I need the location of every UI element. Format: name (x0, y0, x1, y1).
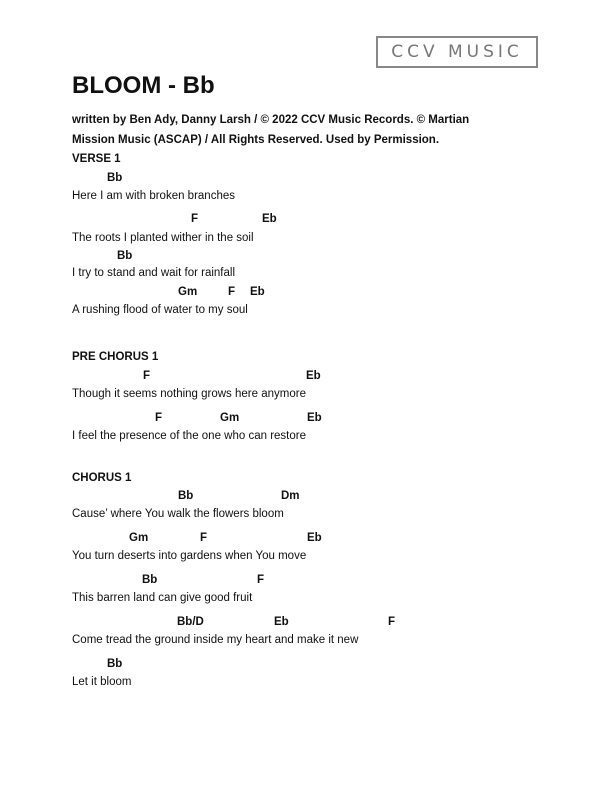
lyric-line: I try to stand and wait for rainfall (72, 267, 235, 279)
chord: Gm (220, 412, 240, 424)
chord: Eb (262, 213, 277, 225)
lyric-line: A rushing flood of water to my soul (72, 304, 248, 316)
chord: F (200, 532, 208, 544)
chord: F (143, 370, 151, 382)
lyric-line: This barren land can give good fruit (72, 592, 253, 604)
chord: Bb/D (177, 616, 204, 628)
lyric-line: Cause’ where You walk the flowers bloom (72, 508, 284, 520)
chord: Bb (107, 172, 123, 184)
lyric-line: Though it seems nothing grows here anymore (72, 388, 306, 400)
song-title: BLOOM - Bb (72, 72, 215, 99)
lyric-line: Here I am with broken branches (72, 190, 235, 202)
chord: F (191, 213, 199, 225)
chord: Eb (307, 412, 322, 424)
lyric-line: The roots I planted wither in the soil (72, 232, 254, 244)
chord: Eb (306, 370, 321, 382)
chord: F (388, 616, 396, 628)
lyric-line: Come tread the ground inside my heart and make it new (72, 634, 359, 646)
section-label-chorus-1: CHORUS 1 (72, 472, 132, 484)
chord: Eb (250, 286, 265, 298)
lyric-line: Let it bloom (72, 676, 132, 688)
chord: Gm (129, 532, 149, 544)
chord: Bb (107, 658, 123, 670)
ccv-music-logo: CCV MUSIC (376, 36, 538, 68)
chord: F (228, 286, 236, 298)
chord: Eb (307, 532, 322, 544)
chord: Dm (281, 490, 300, 502)
chord: Bb (142, 574, 158, 586)
chord: Gm (178, 286, 198, 298)
section-label-verse-1: VERSE 1 (72, 153, 121, 165)
chord: Bb (117, 250, 133, 262)
section-label-pre-chorus-1: PRE CHORUS 1 (72, 351, 159, 363)
lyric-line: I feel the presence of the one who can restore (72, 430, 306, 442)
chord: Eb (274, 616, 289, 628)
chord: F (155, 412, 163, 424)
chord: F (257, 574, 265, 586)
song-credits: written by Ben Ady, Danny Larsh / © 2022 CCV Music Records. © Martian Mission Music (ASCAP) / All Rights Reserved. Used by Permission. (72, 114, 470, 146)
chord: Bb (178, 490, 194, 502)
lyric-line: You turn deserts into gardens when You move (72, 550, 307, 562)
